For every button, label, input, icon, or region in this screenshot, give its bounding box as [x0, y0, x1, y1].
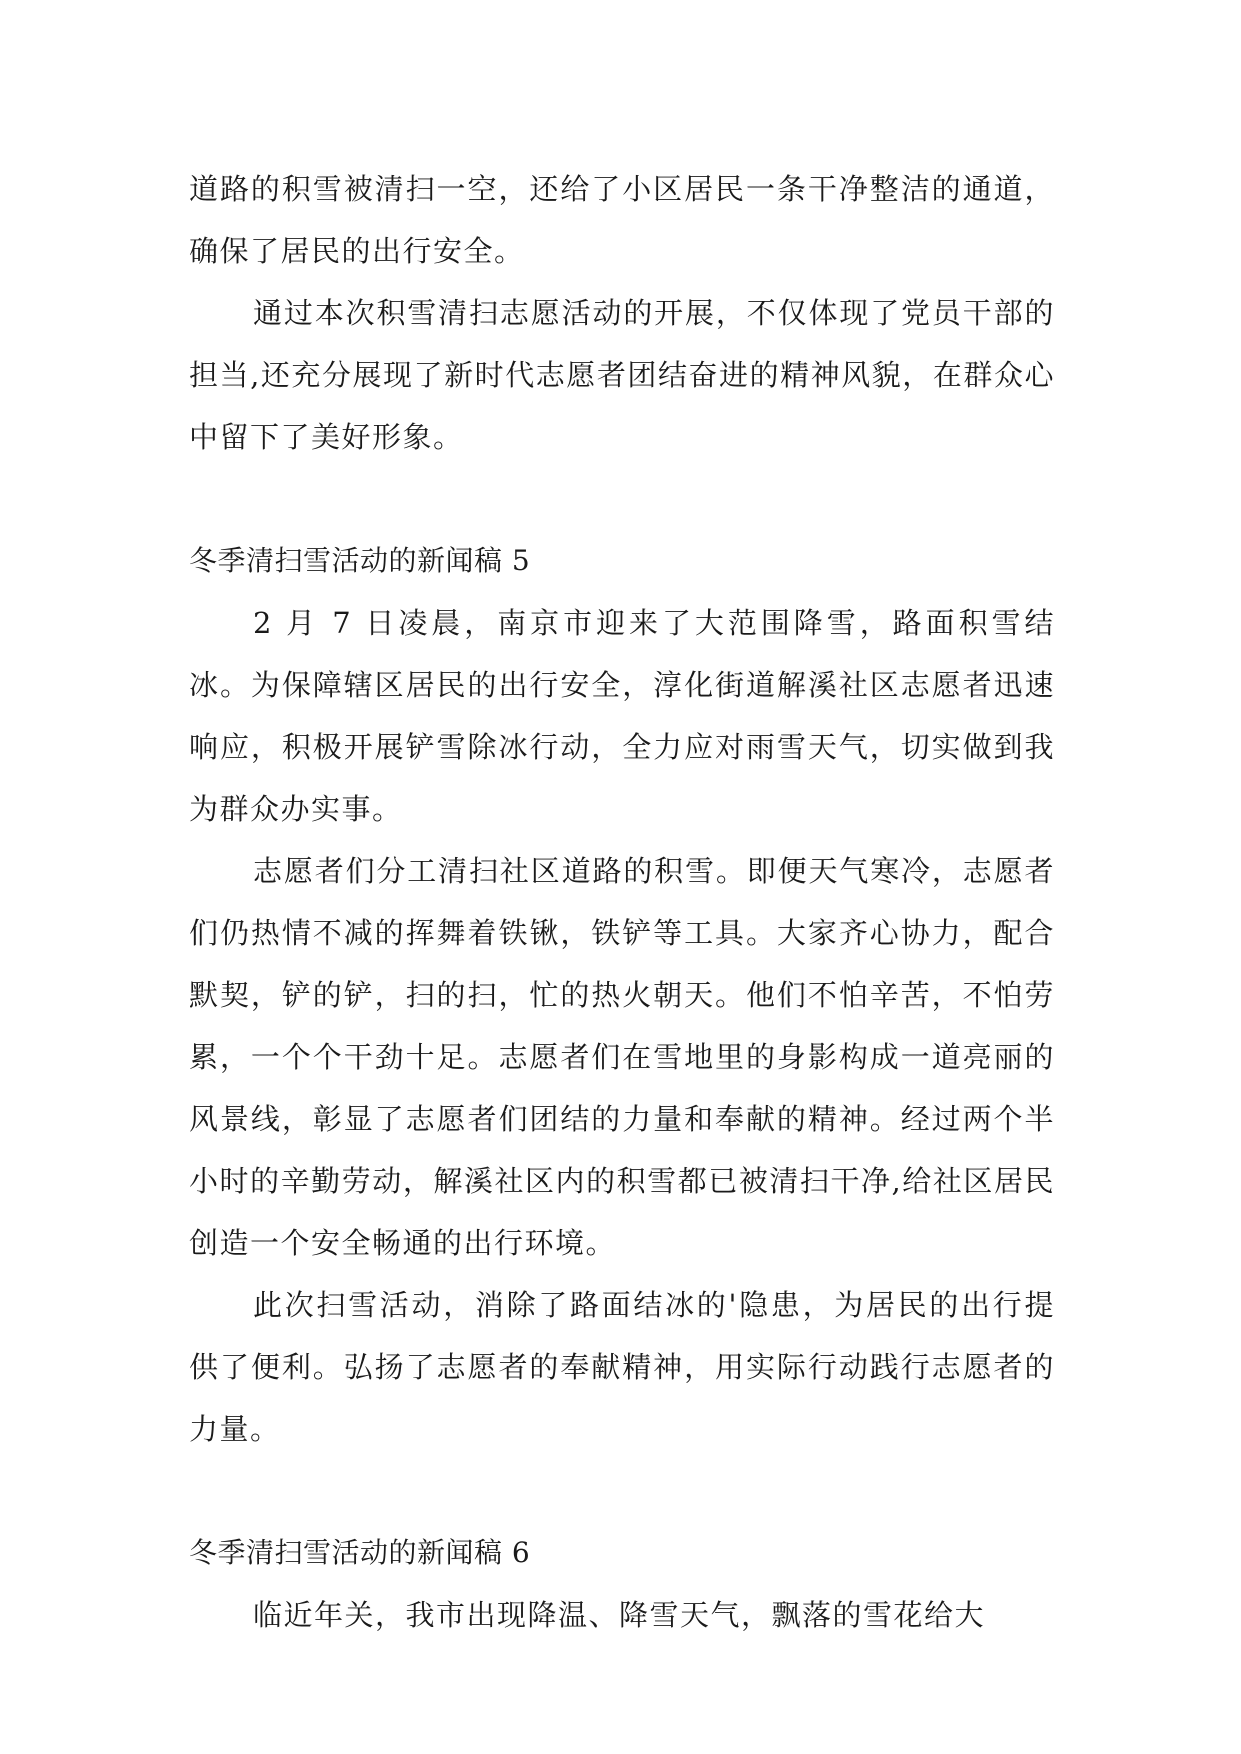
paragraph: 道路的积雪被清扫一空，还给了小区居民一条干净整洁的通道，确保了居民的出行安全。 [189, 172, 1055, 268]
paragraph: 此次扫雪活动，消除了路面结冰的'隐患，为居民的出行提供了便利。弘扬了志愿者的奉献精神，用实际行动践行志愿者的力量。 [189, 1288, 1055, 1446]
paragraph: 临近年关，我市出现降温、降雪天气，飘落的雪花给大 [253, 1598, 986, 1632]
section-heading: 冬季清扫雪活动的新闻稿 6 [189, 1536, 531, 1569]
section-spacer [189, 1460, 1055, 1522]
section-spacer [189, 468, 1055, 530]
document-body [189, 158, 1055, 1646]
paragraph: 志愿者们分工清扫社区道路的积雪。即便天气寒冷，志愿者们仍热情不减的挥舞着铁锹，铁铲等工具。大家齐心协力，配合默契，铲的铲，扫的扫，忙的热火朝天。他们不怕辛苦，不怕劳累，一个个干劲十足。志愿者们在雪地里的身影构成一道亮丽的风景线，彰显了志愿者们团结的力量和奉献的精神。经过两个半小时的辛勤劳动，解溪社区内的积雪都已被清扫干净,给社区居民创造一个安全畅通的出行环境。 [189, 854, 1055, 1260]
paragraph: 通过本次积雪清扫志愿活动的开展，不仅体现了党员干部的担当,还充分展现了新时代志愿者团结奋进的精神风貌，在群众心中留下了美好形象。 [189, 296, 1055, 454]
paragraph: 2 月 7 日凌晨，南京市迎来了大范围降雪，路面积雪结冰。为保障辖区居民的出行安全，淳化街道解溪社区志愿者迅速响应，积极开展铲雪除冰行动，全力应对雨雪天气，切实做到我为群众办实事。 [189, 606, 1055, 826]
section-heading: 冬季清扫雪活动的新闻稿 5 [189, 544, 531, 577]
